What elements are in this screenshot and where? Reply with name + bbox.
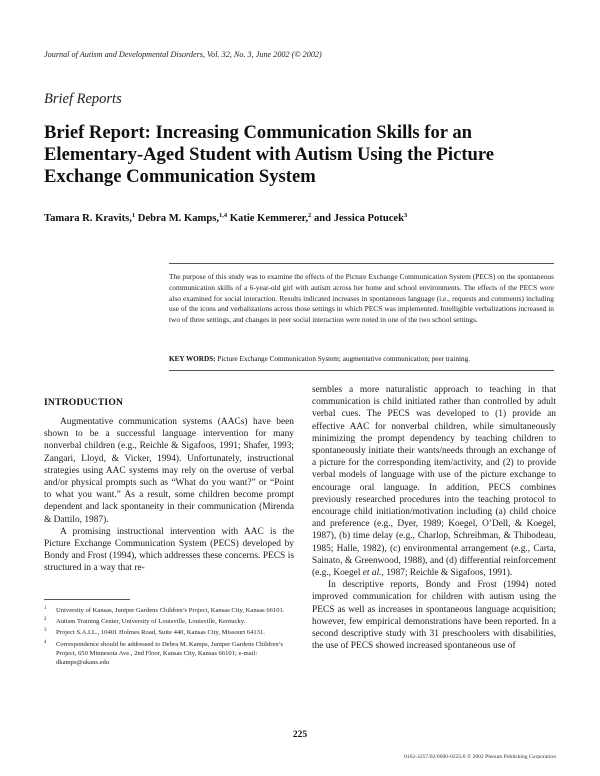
keywords-label: KEY WORDS: (169, 355, 216, 363)
body-paragraph: Augmentative communication systems (AACs) have been shown to be a successful language intervention for many nonverbal children (e.g., Reichle & Sigafoos, 1991; Shafer, 1993; Zangari, Lloyd, & Vicker, 1994). Unfortunately, instructional strategies using AAC systems may rely on the overuse of verbal and/or physical prompts such as “What do you want?” or “Point to what you want.” As a result, some children become prompt dependent and lack spontaneity in their communication (Mirenda & Dattilo, 1987). (44, 417, 294, 525)
author-name: Debra M. Kamps, (137, 213, 220, 224)
footnote-mark: 2 (44, 617, 47, 623)
author-affiliation-mark: 2 (308, 212, 312, 219)
copyright-line: 0162-3257/02/0600-0225/0 © 2002 Plenum Publishing Corporation (403, 754, 556, 760)
author-affiliation-mark: 1 (131, 212, 136, 219)
author-separator: and (311, 213, 334, 224)
right-column (312, 384, 556, 652)
author-list (44, 212, 407, 224)
author-name: Katie Kemmerer, (229, 213, 309, 224)
footnote-rule (44, 599, 130, 600)
left-column (44, 416, 294, 575)
author-name: Tamara R. Kravits, (44, 213, 132, 224)
author-name: Jessica Potucek (333, 213, 405, 224)
footnote-mark: 4 (44, 639, 47, 645)
footnote (44, 626, 294, 637)
footnote-text: Correspondence should be addressed to Debra M. Kamps, Juniper Gardens Children’s Project, 650 Minnesota Ave., 2nd Floor, Kansas City, Kansas 66101; e-mail: dkamps@ukans.edu (56, 640, 284, 667)
abstract-text: The purpose of this study was to examine the effects of the Picture Exchange Communication System (PECS) on the spontaneous communication skills of a 6-year-old girl with autism across her home and school environments. The effects of the PECS were also examined for social interaction. Results indicated increases in spontaneous language (i.e., requests and comments) including use of the icons and verbalizations across those settings in which PECS was implemented. Intelligible verbalizations increased in two of three settings, and changes in peer social interaction were noted in one of the two school settings. (169, 272, 554, 325)
body-paragraph: A promising instructional intervention with AAC is the Picture Exchange Communication System (PECS) developed by Bondy and Frost (1994), which addresses these concerns. PECS is structured in a way that re- (44, 526, 294, 574)
section-label: Brief Reports (44, 91, 122, 107)
footnote-text: University of Kansas, Juniper Gardens Children’s Project, Kansas City, Kansas 66101. (56, 607, 285, 614)
body-paragraph (312, 384, 556, 579)
page-number: 225 (292, 730, 308, 740)
journal-citation: Journal of Autism and Developmental Disorders, Vol. 32, No. 3, June 2002 (© 2002) (44, 50, 322, 59)
footnote-text: Autism Training Center, University of Louisville, Louisville, Kentucky. (56, 618, 246, 626)
article-title: Brief Report: Increasing Communication Skills for an Elementary-Aged Student with Autism Using the Picture Exchange Communication System (44, 122, 495, 187)
footnote-mark: 1 (44, 606, 47, 611)
keywords-text: Picture Exchange Communication System; augmentative communication; peer training. (217, 355, 471, 363)
author-affiliation-mark: 1,4 (219, 212, 228, 219)
footnotes (44, 604, 294, 667)
footnote (44, 604, 294, 615)
abstract-top-rule (169, 263, 554, 264)
body-text-italic: et al. (362, 568, 382, 579)
abstract-bottom-rule (169, 370, 554, 371)
keywords-line (169, 355, 554, 363)
body-paragraph: In descriptive reports, Bondy and Frost (1994) noted improved communication for children with autism using the PECS as well as increases in spontaneous language acquisition; however, few empirical demonstrations have been reported. In a second descriptive study with 31 preschoolers with disabilities, the use of PECS showed increased spontaneous use of (312, 580, 556, 652)
footnote (44, 615, 294, 626)
footnote-text: Project S.A.I.L., 10401 Holmes Road, Suite 440, Kansas City, Missouri 64131. (56, 629, 265, 637)
body-text: , 1987; Reichle & Sigafoos, 1991). (381, 568, 513, 579)
author-affiliation-mark: 3 (404, 212, 408, 219)
body-text: sembles a more naturalistic approach to teaching in that communication is child initiated rather than controlled by adult verbal cues. The PECS was developed to (1) provide an effective AAC for nonverbal children, while simultaneously minimizing the prompt dependency by teaching children to spontaneously initiate their wants/needs through an exchange of a picture for the corresponding item/activity, and (2) to provide verbal models of language with use of the picture exchange to encourage oral language. In addition, PECS combines previously researched procedures into the teaching protocol to encourage child initiation/motivation including (a) child choice and preference (e.g., Dyer, 1989; Koegel, O’Dell, & Koegel, 1987), (b) time delay (e.g., Charlop, Schreibman, & Thibodeau, 1985; Halle, 1982), (c) environmental arrangement (e.g., Carta, Sainato, & Greenwood, 1988), and (d) differential reinforcement (e.g., Koegel (312, 385, 556, 579)
footnote-mark: 3 (44, 628, 47, 634)
footnote (44, 638, 294, 668)
section-heading-introduction: INTRODUCTION (44, 397, 124, 408)
